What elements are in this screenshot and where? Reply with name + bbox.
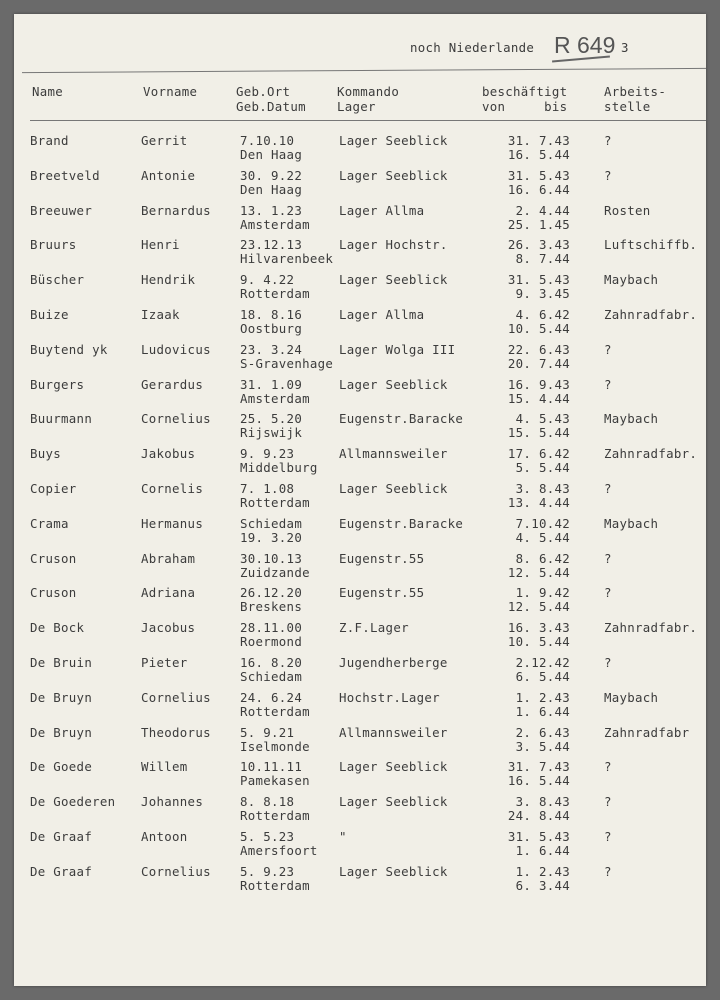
employed-from-cell: 31. 5.43	[507, 272, 570, 288]
employed-until-cell: 16. 5.44	[507, 773, 570, 789]
surname-cell: Breetveld	[30, 167, 100, 183]
workplace-cell: ?	[604, 759, 612, 775]
employed-until-cell: 15. 4.44	[507, 390, 570, 406]
first-name-cell: Johannes	[141, 794, 204, 810]
employed-until-cell: 24. 8.44	[507, 808, 570, 824]
first-name-cell: Willem	[141, 759, 188, 775]
employed-from-cell: 2. 6.43	[515, 724, 570, 740]
camp-cell: Eugenstr.55	[339, 585, 425, 601]
first-name-cell: Ludovicus	[141, 341, 211, 357]
first-name-cell: Abraham	[141, 550, 196, 566]
birth-line2-cell: Amsterdam	[240, 390, 310, 406]
workplace-cell: Maybach	[604, 689, 659, 705]
birth-line1-cell: 26.12.20	[240, 585, 303, 601]
birth-line2-cell: Rotterdam	[240, 286, 310, 302]
employed-until-cell: 12. 5.44	[507, 599, 570, 615]
table-row	[14, 586, 706, 618]
birth-line2-cell: Roermond	[240, 634, 303, 650]
birth-line2-cell: Rotterdam	[240, 495, 310, 510]
employed-from-cell: 16. 3.43	[507, 620, 570, 636]
employed-until-cell: 1. 6.44	[515, 703, 570, 719]
surname-cell: Buytend yk	[30, 341, 108, 357]
camp-cell: Lager Hochstr.	[339, 237, 448, 253]
workplace-cell: Zahnradfabr.	[604, 446, 698, 462]
surname-cell: Crama	[30, 515, 69, 531]
employed-from-cell: 4. 5.43	[515, 411, 570, 427]
birth-line1-cell: 13. 1.23	[240, 202, 303, 218]
surname-cell: Büscher	[30, 272, 85, 288]
birth-line2-cell: Amsterdam	[240, 216, 310, 232]
employed-until-cell: 16. 5.44	[507, 147, 570, 162]
employed-from-cell: 1. 2.43	[515, 689, 570, 705]
birth-line1-cell: 16. 8.20	[240, 655, 303, 670]
employed-until-cell: 15. 5.44	[507, 425, 570, 441]
table-row	[14, 273, 706, 305]
table-row	[14, 482, 706, 514]
birth-line2-cell: Middelburg	[240, 460, 318, 476]
table-row	[14, 238, 706, 270]
surname-cell: Copier	[30, 481, 77, 496]
workplace-cell: ?	[604, 655, 612, 670]
col-header-kommando: Kommando Lager	[337, 84, 400, 114]
birth-line1-cell: 9. 9.23	[240, 446, 295, 462]
employed-until-cell: 4. 5.44	[515, 529, 570, 545]
birth-line1-cell: 18. 8.16	[240, 307, 303, 322]
birth-line2-cell: Amersfoort	[240, 843, 318, 858]
page-number: 3	[621, 40, 629, 55]
employed-until-cell: 8. 7.44	[515, 251, 570, 267]
camp-cell: Lager Seeblick	[339, 272, 448, 288]
workplace-cell: Maybach	[604, 411, 659, 427]
surname-cell: Burgers	[30, 376, 85, 392]
table-row	[14, 865, 706, 897]
first-name-cell: Hermanus	[141, 515, 204, 531]
birth-line1-cell: 5. 9.23	[240, 863, 295, 879]
camp-cell: Lager Seeblick	[339, 376, 448, 392]
employed-from-cell: 4. 6.42	[515, 307, 570, 322]
employed-from-cell: 16. 9.43	[507, 376, 570, 392]
employed-from-cell: 2.12.42	[515, 655, 570, 670]
employed-until-cell: 6. 3.44	[515, 877, 570, 893]
camp-cell: Lager Seeblick	[339, 794, 448, 810]
table-row	[14, 517, 706, 549]
first-name-cell: Antoon	[141, 829, 188, 844]
table-row	[14, 726, 706, 758]
birth-line1-cell: 9. 4.22	[240, 272, 295, 288]
first-name-cell: Pieter	[141, 655, 188, 670]
employed-from-cell: 1. 9.42	[515, 585, 570, 601]
first-name-cell: Antonie	[141, 167, 196, 183]
birth-line1-cell: Schiedam	[240, 515, 303, 531]
table-row	[14, 343, 706, 375]
first-name-cell: Henri	[141, 237, 180, 253]
surname-cell: Buurmann	[30, 411, 93, 427]
camp-cell: Lager Allma	[339, 307, 425, 322]
workplace-cell: ?	[604, 481, 612, 496]
surname-cell: De Goede	[30, 759, 93, 775]
surname-cell: De Bruin	[30, 655, 93, 670]
employed-from-cell: 3. 8.43	[515, 794, 570, 810]
document-page	[14, 14, 706, 986]
first-name-cell: Gerardus	[141, 376, 204, 392]
birth-line1-cell: 7. 1.08	[240, 481, 295, 496]
workplace-cell: ?	[604, 863, 612, 879]
birth-line1-cell: 8. 8.18	[240, 794, 295, 810]
camp-cell: Lager Seeblick	[339, 759, 448, 775]
workplace-cell: Zahnradfabr.	[604, 620, 698, 636]
employed-from-cell: 31. 7.43	[507, 133, 570, 148]
employed-until-cell: 6. 5.44	[515, 669, 570, 684]
surname-cell: Bruurs	[30, 237, 77, 253]
birth-line1-cell: 23. 3.24	[240, 341, 303, 357]
employed-from-cell: 7.10.42	[515, 515, 570, 531]
first-name-cell: Jakobus	[141, 446, 196, 462]
header-rule-bottom	[30, 120, 706, 121]
birth-line2-cell: Breskens	[240, 599, 303, 615]
birth-line2-cell: Schiedam	[240, 669, 303, 684]
workplace-cell: Maybach	[604, 515, 659, 531]
table-row	[14, 830, 706, 862]
employed-until-cell: 10. 5.44	[507, 321, 570, 336]
birth-line2-cell: 19. 3.20	[240, 529, 303, 545]
employed-until-cell: 3. 5.44	[515, 738, 570, 754]
birth-line1-cell: 23.12.13	[240, 237, 303, 253]
birth-line2-cell: Rotterdam	[240, 703, 310, 719]
employed-until-cell: 9. 3.45	[515, 286, 570, 302]
employed-from-cell: 8. 6.42	[515, 550, 570, 566]
birth-line2-cell: Hilvarenbeek	[240, 251, 334, 267]
camp-cell: Z.F.Lager	[339, 620, 409, 636]
col-header-vorname: Vorname	[143, 84, 198, 99]
surname-cell: De Graaf	[30, 829, 93, 844]
camp-cell: Lager Seeblick	[339, 481, 448, 496]
birth-line1-cell: 30.10.13	[240, 550, 303, 566]
first-name-cell: Jacobus	[141, 620, 196, 636]
first-name-cell: Bernardus	[141, 202, 211, 218]
workplace-cell: ?	[604, 550, 612, 566]
surname-cell: Cruson	[30, 550, 77, 566]
birth-line1-cell: 31. 1.09	[240, 376, 303, 392]
camp-cell: Eugenstr.Baracke	[339, 411, 464, 427]
camp-cell: Lager Seeblick	[339, 863, 448, 879]
birth-line2-cell: Oostburg	[240, 321, 303, 336]
birth-line2-cell: Iselmonde	[240, 738, 310, 754]
employed-from-cell: 1. 2.43	[515, 863, 570, 879]
surname-cell: De Goederen	[30, 794, 116, 810]
birth-line1-cell: 30. 9.22	[240, 167, 303, 183]
birth-line1-cell: 5. 5.23	[240, 829, 295, 844]
employed-until-cell: 1. 6.44	[515, 843, 570, 858]
birth-line2-cell: Pamekasen	[240, 773, 310, 789]
birth-line2-cell: Den Haag	[240, 181, 303, 197]
first-name-cell: Cornelis	[141, 481, 204, 496]
surname-cell: Buys	[30, 446, 62, 462]
camp-cell: Allmannsweiler	[339, 446, 448, 462]
first-name-cell: Cornelius	[141, 411, 211, 427]
camp-cell: Jugendherberge	[339, 655, 448, 670]
camp-cell: Allmannsweiler	[339, 724, 448, 740]
employed-until-cell: 12. 5.44	[507, 564, 570, 580]
birth-line2-cell: Rijswijk	[240, 425, 303, 441]
employed-from-cell: 2. 4.44	[515, 202, 570, 218]
birth-line2-cell: Rotterdam	[240, 808, 310, 824]
employed-from-cell: 31. 7.43	[507, 759, 570, 775]
employed-until-cell: 20. 7.44	[507, 355, 570, 371]
birth-line2-cell: Rotterdam	[240, 877, 310, 893]
workplace-cell: ?	[604, 167, 612, 183]
birth-line1-cell: 10.11.11	[240, 759, 303, 775]
employed-from-cell: 22. 6.43	[507, 341, 570, 357]
workplace-cell: Luftschiffb.	[604, 237, 698, 253]
birth-line1-cell: 24. 6.24	[240, 689, 303, 705]
first-name-cell: Theodorus	[141, 724, 211, 740]
workplace-cell: ?	[604, 829, 612, 844]
first-name-cell: Cornelius	[141, 689, 211, 705]
table-row	[14, 691, 706, 723]
camp-cell: Hochstr.Lager	[339, 689, 440, 705]
first-name-cell: Hendrik	[141, 272, 196, 288]
surname-cell: De Bock	[30, 620, 85, 636]
table-row	[14, 134, 706, 166]
birth-line2-cell: Den Haag	[240, 147, 303, 162]
first-name-cell: Adriana	[141, 585, 196, 601]
workplace-cell: Zahnradfabr.	[604, 307, 698, 322]
continuation-heading: noch Niederlande	[410, 40, 535, 55]
birth-line2-cell: S-Gravenhage	[240, 355, 334, 371]
camp-cell: Lager Allma	[339, 202, 425, 218]
workplace-cell: ?	[604, 341, 612, 357]
birth-line1-cell: 25. 5.20	[240, 411, 303, 427]
birth-line1-cell: 7.10.10	[240, 133, 295, 148]
table-row	[14, 621, 706, 653]
surname-cell: De Bruyn	[30, 689, 93, 705]
birth-line1-cell: 5. 9.21	[240, 724, 295, 740]
col-header-geb: Geb.Ort Geb.Datum	[236, 84, 306, 114]
surname-cell: Cruson	[30, 585, 77, 601]
birth-line2-cell: Zuidzande	[240, 564, 310, 580]
table-row	[14, 412, 706, 444]
camp-cell: Lager Seeblick	[339, 167, 448, 183]
workplace-cell: Maybach	[604, 272, 659, 288]
camp-cell: Lager Wolga III	[339, 341, 456, 357]
camp-cell: Eugenstr.Baracke	[339, 515, 464, 531]
table-row	[14, 760, 706, 792]
employed-from-cell: 31. 5.43	[507, 167, 570, 183]
camp-cell: Eugenstr.55	[339, 550, 425, 566]
employed-from-cell: 26. 3.43	[507, 237, 570, 253]
first-name-cell: Cornelius	[141, 863, 211, 879]
employed-until-cell: 5. 5.44	[515, 460, 570, 476]
surname-cell: Buize	[30, 307, 69, 322]
first-name-cell: Gerrit	[141, 133, 188, 148]
workplace-cell: ?	[604, 794, 612, 810]
table-row	[14, 552, 706, 584]
camp-cell: "	[339, 829, 347, 844]
surname-cell: De Graaf	[30, 863, 93, 879]
camp-cell: Lager Seeblick	[339, 133, 448, 148]
employed-from-cell: 17. 6.42	[507, 446, 570, 462]
table-row	[14, 308, 706, 340]
workplace-cell: Zahnradfabr	[604, 724, 690, 740]
col-header-beschaeftigt: beschäftigt von bis	[482, 84, 568, 114]
table-row	[14, 447, 706, 479]
table-row	[14, 169, 706, 201]
employed-until-cell: 10. 5.44	[507, 634, 570, 650]
employed-until-cell: 16. 6.44	[507, 181, 570, 197]
surname-cell: Brand	[30, 133, 69, 148]
table-row	[14, 795, 706, 827]
employed-from-cell: 31. 5.43	[507, 829, 570, 844]
surname-cell: De Bruyn	[30, 724, 93, 740]
col-header-name: Name	[32, 84, 64, 99]
workplace-cell: ?	[604, 376, 612, 392]
col-header-arbeitsstelle: Arbeits- stelle	[604, 84, 667, 114]
workplace-cell: Rosten	[604, 202, 651, 218]
workplace-cell: ?	[604, 585, 612, 601]
employed-until-cell: 13. 4.44	[507, 495, 570, 510]
table-row	[14, 378, 706, 410]
surname-cell: Breeuwer	[30, 202, 93, 218]
employed-until-cell: 25. 1.45	[507, 216, 570, 232]
table-row	[14, 656, 706, 688]
header-rule-top	[22, 68, 706, 73]
employed-from-cell: 3. 8.43	[515, 481, 570, 496]
birth-line1-cell: 28.11.00	[240, 620, 303, 636]
reference-number-handwritten: R 649	[554, 32, 616, 58]
first-name-cell: Izaak	[141, 307, 180, 322]
workplace-cell: ?	[604, 133, 612, 148]
table-row	[14, 204, 706, 236]
